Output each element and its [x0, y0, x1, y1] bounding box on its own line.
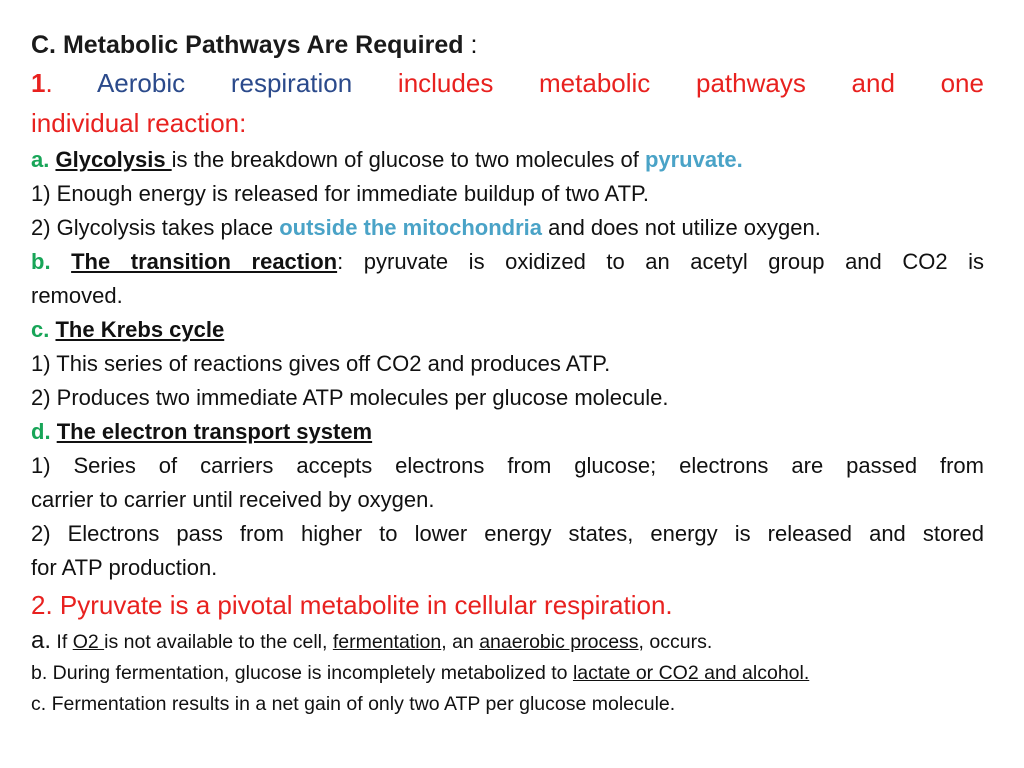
item-b-letter: b.: [31, 249, 51, 274]
point-2-item-a: [31, 625, 984, 658]
item-c-sub-2: 2) Produces two immediate ATP molecules per glucose molecule.: [31, 385, 669, 410]
item-d-line: [31, 415, 984, 449]
item-c-term: The Krebs cycle: [55, 317, 225, 342]
point-2-b-pre: b. During fermentation, glucose is incompletely metabolized to: [31, 662, 573, 684]
item-a-sub-2-highlight: outside the mitochondria: [279, 215, 542, 240]
point-2-a-mid-1: is not available to the cell,: [104, 631, 333, 653]
item-d-sub-1-line-1: 1) Series of carriers accepts electrons from glucose; electrons are passed from: [31, 453, 984, 478]
point-2-item-b: [31, 658, 984, 689]
point-2-a-anaerobic: anaerobic process: [479, 631, 639, 653]
item-a-letter: a.: [31, 147, 50, 172]
item-a-term: Glycolysis: [55, 147, 172, 172]
item-a-sub-2: [31, 211, 984, 245]
point-2-a-letter: a.: [31, 627, 52, 654]
point-2-a-o2: O2: [72, 631, 105, 653]
item-a-sub-1: 1) Enough energy is released for immediate buildup of two ATP.: [31, 181, 649, 206]
point-2-b-underlined: lactate or CO2 and alcohol.: [572, 662, 810, 684]
title-colon: :: [463, 31, 478, 59]
point-1-dot: .: [45, 68, 53, 98]
item-b-line: [31, 245, 984, 279]
point-1-line: [31, 63, 984, 103]
item-c-letter: c.: [31, 317, 50, 342]
point-2-a-pre: If: [51, 631, 73, 653]
point-1-continuation: individual reaction:: [31, 108, 247, 138]
item-b-continuation: removed.: [31, 283, 123, 308]
item-d-term: The electron transport system: [56, 419, 373, 444]
item-d-letter: d.: [31, 419, 51, 444]
item-a-line: [31, 143, 984, 177]
point-2-a-mid-2: , an: [441, 631, 480, 653]
item-a-highlight: pyruvate.: [644, 147, 743, 172]
item-c-line: [31, 313, 984, 347]
point-2-a-fermentation: fermentation: [332, 631, 442, 653]
item-d-sub-2-line-2: for ATP production.: [31, 555, 218, 580]
point-2-heading: 2. Pyruvate is a pivotal metabolite in cellular respiration.: [31, 590, 673, 620]
point-1-number: 1: [31, 68, 46, 98]
point-2-a-end: , occurs.: [638, 631, 713, 653]
item-a-sub-2-post: and does not utilize oxygen.: [542, 215, 821, 240]
slide-title: [31, 27, 984, 63]
item-b-text: : pyruvate is oxidized to an acetyl group and CO2 is: [337, 249, 984, 274]
item-a-text: is the breakdown of glucose to two molecules of: [171, 147, 645, 172]
point-2-item-c: c. Fermentation results in a net gain of only two ATP per glucose molecule.: [31, 693, 676, 715]
item-d-sub-1-line-2: carrier to carrier until received by oxygen.: [31, 487, 435, 512]
point-1-part-b: includes metabolic pathways and one: [397, 68, 984, 98]
item-b-term: The transition reaction: [71, 249, 338, 274]
item-d-sub-2-line-1: 2) Electrons pass from higher to lower energy states, energy is released and stored: [31, 521, 984, 546]
item-c-sub-1: 1) This series of reactions gives off CO2 and produces ATP.: [31, 351, 611, 376]
point-1-part-a: Aerobic respiration: [96, 68, 353, 98]
item-a-sub-2-pre: 2) Glycolysis takes place: [31, 215, 280, 240]
title-text: C. Metabolic Pathways Are Required: [31, 31, 464, 59]
